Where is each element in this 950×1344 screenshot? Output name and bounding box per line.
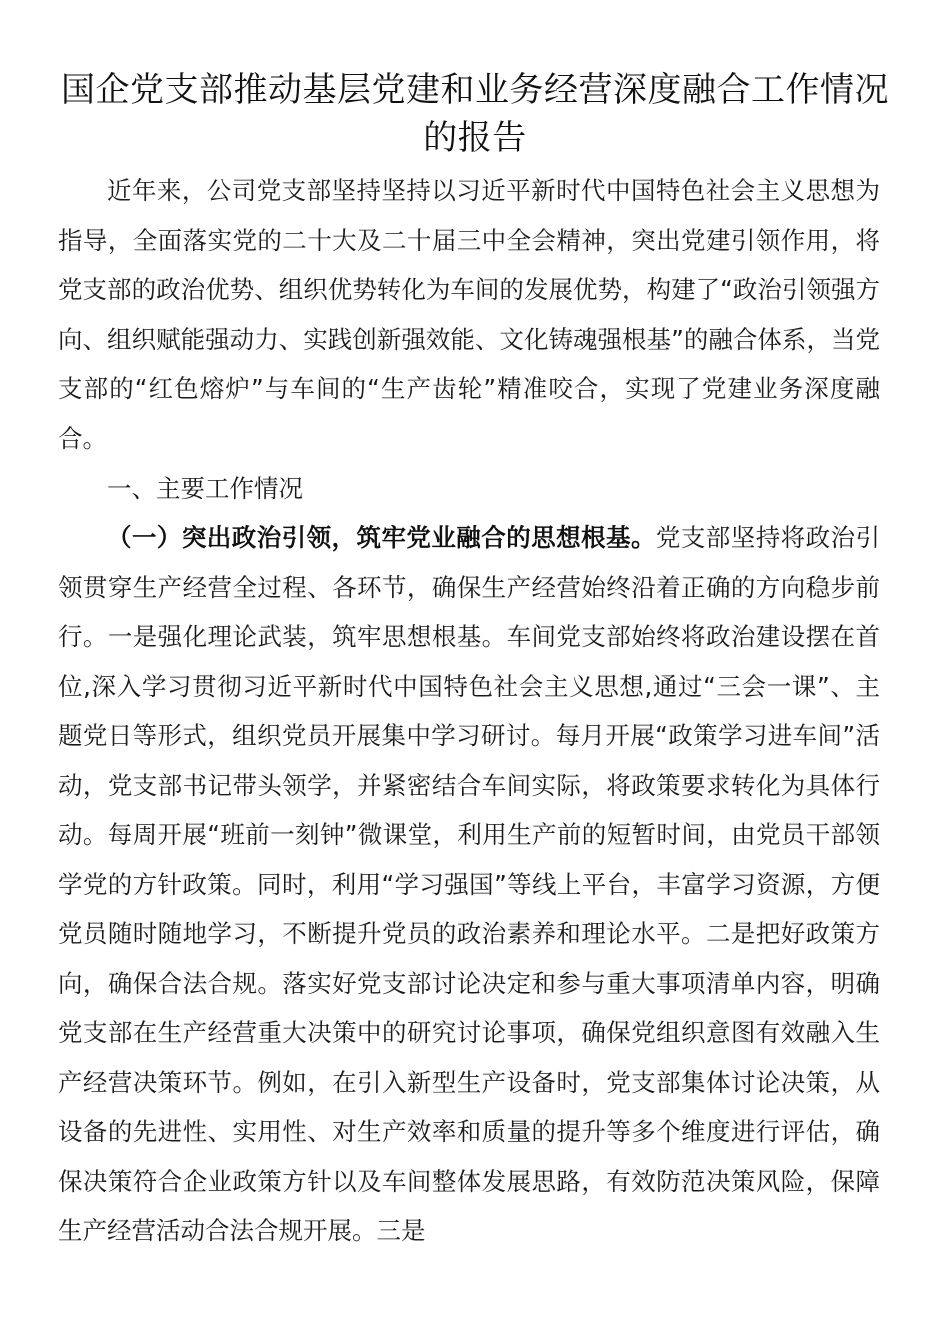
subsection-body-text: 党支部坚持将政治引领贯穿生产经营全过程、各环节，确保生产经营始终沿着正确的方向稳步前行。一是强化理论武装，筑牢思想根基。车间党支部始终将政治建设摆在首位,深入学习贯彻习近平新时代中国特色社会主义思想,通过“三会一课”、主题党日等形式，组织党员开展集中学习研讨。每月开展“政策学习进车间”活动，党支部书记带头领学，并紧密结合车间实际，将政策要求转化为具体行动。每周开展“班前一刻钟”微课堂，利用生产前的短暂时间，由党员干部领学党的方针政策。同时，利用“学习强国”等线上平台，丰富学习资源，方便党员随时随地学习，不断提升党员的政治素养和理论水平。二是把好政策方向，确保合法合规。落实好党支部讨论决定和参与重大事项清单内容，明确党支部在生产经营重大决策中的研究讨论事项，确保党组织意图有效融入生产经营决策环节。例如，在引入新型生产设备时，党支部集体讨论决策，从设备的先进性、实用性、对生产效率和质量的提升等多个维度进行评估，确保决策符合企业政策方针以及车间整体发展思路，有效防范决策风险，保障生产经营活动合法合规开展。三是 <box>58 523 881 1245</box>
subsection-paragraph <box>58 513 880 1256</box>
document-title: 国企党支部推动基层党建和业务经营深度融合工作情况的报告 <box>61 70 889 158</box>
subsection-lead-heading: （一）突出政治引领，筑牢党业融合的思想根基。 <box>107 523 656 552</box>
intro-paragraph: 近年来，公司党支部坚持坚持以习近平新时代中国特色社会主义思想为指导，全面落实党的二十大及二十届三中全会精神，突出党建引领作用，将党支部的政治优势、组织优势转化为车间的发展优势，构建了“政治引领强方向、组织赋能强动力、实践创新强效能、文化铸魂强根基”的融合体系，当党支部的“红色熔炉”与车间的“生产齿轮”精准咬合，实现了党建业务深度融合。 <box>58 176 880 453</box>
section-heading-main-work: 一、主要工作情况 <box>107 474 303 503</box>
